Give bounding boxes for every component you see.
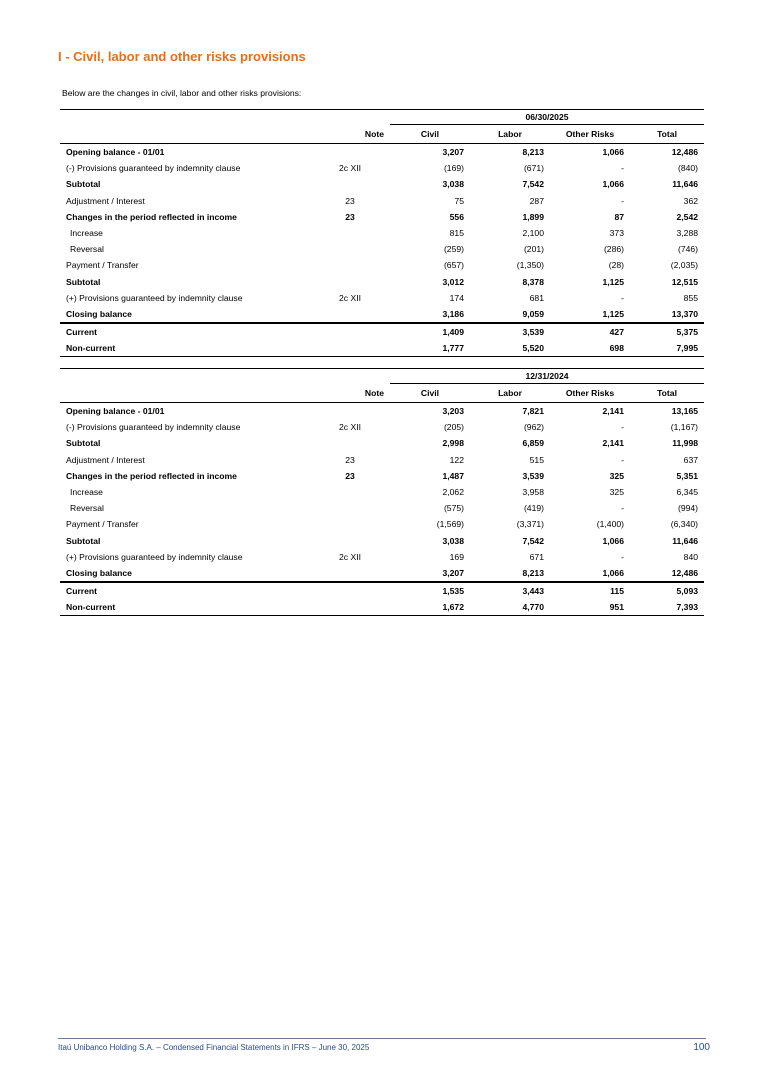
table-row <box>60 340 704 357</box>
cell-labor: 8,213 <box>470 565 550 582</box>
cell-civil: 3,203 <box>442 406 464 417</box>
cell-labor: 2,100 <box>522 228 544 239</box>
cell-total: 11,646 <box>672 535 699 546</box>
cell-other-risks: 1,066 <box>602 179 624 190</box>
cell-other-risks: 1,066 <box>602 147 624 158</box>
row-note: 2c XII <box>339 422 361 433</box>
cell-civil: 3,207 <box>390 565 470 582</box>
cell-civil: 2,998 <box>442 438 464 449</box>
row-note <box>310 500 390 516</box>
cell-other-risks: - <box>621 422 624 433</box>
cell-total: (6,340) <box>670 519 699 530</box>
cell-labor: 7,821 <box>522 406 544 417</box>
table-row <box>60 160 704 176</box>
table-row <box>60 403 704 420</box>
cell-other-risks: 1,066 <box>550 565 630 582</box>
period-header: 06/30/2025 <box>390 110 704 125</box>
cell-other-risks: 325 <box>609 487 624 498</box>
cell-labor: 3,958 <box>522 487 544 498</box>
table-row <box>60 306 704 323</box>
col-header-labor: Labor <box>470 384 550 403</box>
row-note <box>310 484 390 500</box>
cell-total: 5,093 <box>676 586 699 597</box>
cell-other-risks: 87 <box>614 211 624 222</box>
table-row <box>60 549 704 565</box>
cell-total: 12,486 <box>630 565 704 582</box>
cell-total: (746) <box>677 244 699 255</box>
row-note <box>310 582 390 599</box>
cell-labor: (671) <box>523 163 544 174</box>
cell-labor: 9,059 <box>470 306 550 323</box>
cell-other-risks: (28) <box>608 260 624 271</box>
cell-other-risks: 373 <box>609 228 624 239</box>
cell-labor: 7,542 <box>522 535 544 546</box>
row-note: 2c XII <box>339 292 361 303</box>
row-note <box>310 274 390 290</box>
cell-other-risks: - <box>621 163 624 174</box>
col-header-labor: Labor <box>470 125 550 144</box>
table-row <box>60 209 704 225</box>
row-note <box>310 323 390 340</box>
cell-total: 362 <box>683 195 699 206</box>
row-label: (-) Provisions guaranteed by indemnity clause <box>66 422 241 433</box>
cell-other-risks: 1,066 <box>602 535 624 546</box>
cell-labor: 4,770 <box>470 599 550 616</box>
cell-civil: 1,777 <box>390 340 470 357</box>
cell-other-risks: 951 <box>550 599 630 616</box>
cell-labor: (3,371) <box>516 519 544 530</box>
row-label: Non-current <box>60 599 310 616</box>
cell-other-risks: 698 <box>550 340 630 357</box>
cell-civil: 556 <box>449 211 464 222</box>
cell-labor: 3,443 <box>522 586 544 597</box>
footer-divider <box>58 1038 706 1039</box>
table-row <box>60 533 704 549</box>
row-note <box>310 435 390 451</box>
row-label: Adjustment / Interest <box>66 195 145 206</box>
row-label: Increase <box>70 487 103 498</box>
cell-civil: 174 <box>449 292 464 303</box>
table-row <box>60 565 704 582</box>
table-row <box>60 500 704 516</box>
footer-text: Itaú Unibanco Holding S.A. – Condensed Financial Statements in IFRS – June 30, 2025 <box>58 1043 370 1052</box>
row-note: 23 <box>345 195 355 206</box>
cell-total: (840) <box>677 163 699 174</box>
cell-labor: 8,213 <box>522 147 544 158</box>
cell-total: (1,167) <box>670 422 699 433</box>
cell-labor: 671 <box>529 551 544 562</box>
row-label: Subtotal <box>66 535 101 546</box>
cell-labor: 681 <box>529 292 544 303</box>
cell-civil: 1,487 <box>442 470 464 481</box>
col-header-note: Note <box>310 384 390 403</box>
cell-total: 5,375 <box>676 327 699 338</box>
cell-civil: 169 <box>449 551 464 562</box>
cell-civil: 3,038 <box>442 179 464 190</box>
cell-civil: (205) <box>443 422 464 433</box>
row-note <box>310 241 390 257</box>
cell-labor: 3,539 <box>522 470 544 481</box>
table-row <box>60 452 704 468</box>
cell-civil: 1,672 <box>390 599 470 616</box>
table-row <box>60 176 704 192</box>
table-row <box>60 225 704 241</box>
table-row <box>60 419 704 435</box>
cell-other-risks: 115 <box>610 586 624 597</box>
col-header-total: Total <box>630 125 704 144</box>
table-row <box>60 468 704 484</box>
row-note: 23 <box>345 470 355 481</box>
provisions-table-2025 <box>60 109 704 357</box>
cell-civil: 815 <box>449 228 464 239</box>
cell-labor: 5,520 <box>470 340 550 357</box>
col-header-civil: Civil <box>390 125 470 144</box>
cell-labor: 287 <box>529 195 544 206</box>
section-title: I - Civil, labor and other risks provisions <box>58 49 306 64</box>
cell-other-risks: 325 <box>609 470 624 481</box>
row-label: Opening balance - 01/01 <box>66 406 165 417</box>
row-note: 2c XII <box>339 551 361 562</box>
cell-other-risks: (1,400) <box>596 519 624 530</box>
cell-labor: 3,539 <box>522 327 544 338</box>
cell-civil: 3,038 <box>442 535 464 546</box>
row-note: 2c XII <box>339 163 361 174</box>
cell-other-risks: 427 <box>609 327 624 338</box>
table-row <box>60 323 704 340</box>
page-number: 100 <box>693 1042 710 1053</box>
table-row <box>60 257 704 273</box>
cell-civil: 1,535 <box>442 586 464 597</box>
row-note <box>310 257 390 273</box>
cell-labor: 1,899 <box>522 211 544 222</box>
col-header-note: Note <box>310 125 390 144</box>
table-row <box>60 193 704 209</box>
cell-total: 12,486 <box>671 147 699 158</box>
cell-civil: (657) <box>443 260 464 271</box>
row-label: Subtotal <box>66 276 101 287</box>
cell-labor: (962) <box>523 422 544 433</box>
row-note <box>310 340 390 357</box>
row-note <box>310 565 390 582</box>
cell-other-risks: - <box>621 195 624 206</box>
cell-other-risks: - <box>621 503 624 514</box>
row-label: (-) Provisions guaranteed by indemnity clause <box>66 163 241 174</box>
cell-labor: 8,378 <box>522 276 544 287</box>
table-row <box>60 582 704 599</box>
cell-civil: 122 <box>449 454 464 465</box>
cell-total: 7,995 <box>630 340 704 357</box>
cell-labor: 515 <box>529 454 544 465</box>
provisions-table-2024 <box>60 368 704 616</box>
col-header-civil: Civil <box>390 384 470 403</box>
cell-civil: 3,186 <box>390 306 470 323</box>
period-header: 12/31/2024 <box>390 369 704 384</box>
row-label: Reversal <box>70 503 104 514</box>
cell-total: 855 <box>683 292 699 303</box>
cell-civil: (259) <box>443 244 464 255</box>
table-row <box>60 516 704 532</box>
row-label: (+) Provisions guaranteed by indemnity clause <box>66 551 243 562</box>
row-note <box>310 403 390 420</box>
row-note <box>310 533 390 549</box>
cell-civil: 3,012 <box>442 276 464 287</box>
row-note <box>310 306 390 323</box>
row-label: Opening balance - 01/01 <box>66 147 165 158</box>
cell-total: 12,515 <box>671 276 699 287</box>
row-label: Subtotal <box>66 179 101 190</box>
row-label: Adjustment / Interest <box>66 454 145 465</box>
table-row <box>60 599 704 616</box>
table-row <box>60 144 704 161</box>
row-label: (+) Provisions guaranteed by indemnity clause <box>66 292 243 303</box>
row-note <box>310 144 390 161</box>
row-label: Reversal <box>70 244 104 255</box>
cell-other-risks: - <box>621 454 624 465</box>
row-note <box>310 225 390 241</box>
row-label: Closing balance <box>60 565 310 582</box>
cell-other-risks: 2,141 <box>602 438 624 449</box>
cell-total: 840 <box>683 551 699 562</box>
row-label: Payment / Transfer <box>66 519 139 530</box>
cell-civil: (575) <box>443 503 464 514</box>
cell-other-risks: - <box>621 292 624 303</box>
cell-civil: (169) <box>443 163 464 174</box>
cell-total: (994) <box>677 503 699 514</box>
row-label: Non-current <box>60 340 310 357</box>
cell-other-risks: 1,125 <box>602 276 624 287</box>
cell-civil: (1,569) <box>436 519 464 530</box>
row-note <box>310 516 390 532</box>
cell-total: 5,351 <box>676 470 699 481</box>
cell-civil: 75 <box>454 195 464 206</box>
row-note: 23 <box>345 454 355 465</box>
row-label: Subtotal <box>66 438 101 449</box>
row-label: Changes in the period reflected in income <box>66 470 237 481</box>
table-row <box>60 484 704 500</box>
cell-total: 13,165 <box>671 406 699 417</box>
cell-other-risks: (286) <box>603 244 624 255</box>
cell-labor: (419) <box>523 503 544 514</box>
cell-labor: (201) <box>523 244 544 255</box>
cell-total: 13,370 <box>630 306 704 323</box>
table-row <box>60 241 704 257</box>
cell-total: 2,542 <box>676 211 699 222</box>
cell-labor: (1,350) <box>516 260 544 271</box>
cell-civil: 2,062 <box>442 487 464 498</box>
table-row <box>60 290 704 306</box>
intro-text: Below are the changes in civil, labor and other risks provisions: <box>62 88 302 98</box>
cell-labor: 6,859 <box>522 438 544 449</box>
row-label: Current <box>66 586 98 597</box>
row-label: Current <box>66 327 98 338</box>
cell-total: 3,288 <box>676 228 699 239</box>
cell-civil: 3,207 <box>442 147 464 158</box>
cell-total: 7,393 <box>630 599 704 616</box>
row-label: Closing balance <box>60 306 310 323</box>
col-header-total: Total <box>630 384 704 403</box>
row-label: Payment / Transfer <box>66 260 139 271</box>
cell-civil: 1,409 <box>442 327 464 338</box>
table-row <box>60 274 704 290</box>
cell-labor: 7,542 <box>522 179 544 190</box>
cell-total: 11,646 <box>672 179 699 190</box>
cell-other-risks: 2,141 <box>602 406 624 417</box>
col-header-other-risks: Other Risks <box>550 125 630 144</box>
row-note <box>310 599 390 616</box>
row-label: Increase <box>70 228 103 239</box>
row-note: 23 <box>345 211 355 222</box>
cell-other-risks: 1,125 <box>550 306 630 323</box>
row-note <box>310 176 390 192</box>
cell-total: 6,345 <box>676 487 699 498</box>
cell-other-risks: - <box>621 551 624 562</box>
col-header-other-risks: Other Risks <box>550 384 630 403</box>
cell-total: (2,035) <box>670 260 699 271</box>
cell-total: 11,998 <box>672 438 699 449</box>
row-label: Changes in the period reflected in income <box>66 211 237 222</box>
table-row <box>60 435 704 451</box>
cell-total: 637 <box>683 454 699 465</box>
